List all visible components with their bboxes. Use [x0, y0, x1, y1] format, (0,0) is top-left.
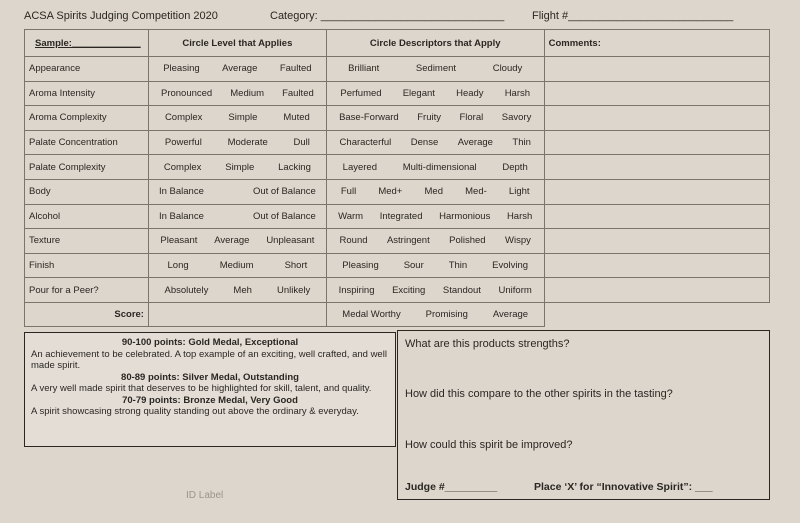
- descriptor-option[interactable]: Dense: [410, 137, 439, 149]
- descriptor-options: [326, 204, 544, 229]
- score-option[interactable]: Average: [492, 308, 529, 320]
- criteria-label: Pour for a Peer?: [25, 278, 149, 303]
- silver-medal-heading: 80-89 points: Silver Medal, Outstanding: [121, 371, 299, 383]
- level-option[interactable]: Faulted: [282, 87, 314, 99]
- criteria-label: Palate Complexity: [25, 155, 149, 180]
- level-option[interactable]: Pronounced: [160, 87, 213, 99]
- score-option[interactable]: Medal Worthy: [342, 308, 401, 320]
- criteria-row: [25, 155, 770, 180]
- criteria-row: [25, 106, 770, 131]
- comments-header: Comments:: [544, 30, 769, 57]
- descriptor-option[interactable]: Thin: [512, 137, 531, 149]
- criteria-label: Palate Concentration: [25, 130, 149, 155]
- descriptor-option[interactable]: Harmonious: [439, 210, 491, 222]
- level-header: Circle Level that Applies: [148, 30, 326, 57]
- comments-cell[interactable]: [544, 278, 769, 303]
- descriptor-header: Circle Descriptors that Apply: [326, 30, 544, 57]
- level-option[interactable]: Absolutely: [164, 284, 209, 296]
- descriptor-option[interactable]: Integrated: [379, 210, 423, 222]
- level-option[interactable]: Moderate: [227, 137, 268, 149]
- bronze-medal-heading: 70-79 points: Bronze Medal, Very Good: [122, 394, 298, 406]
- level-options: [148, 278, 326, 303]
- comments-cell[interactable]: [544, 179, 769, 204]
- descriptor-option[interactable]: Uniform: [498, 284, 532, 296]
- gold-medal-heading: 90-100 points: Gold Medal, Exceptional: [121, 337, 299, 348]
- descriptor-option[interactable]: Brilliant: [348, 63, 380, 75]
- descriptor-option[interactable]: Cloudy: [492, 63, 523, 75]
- descriptor-option[interactable]: Harsh: [504, 87, 531, 99]
- descriptor-option[interactable]: Warm: [338, 210, 364, 222]
- criteria-row: [25, 130, 770, 155]
- level-option[interactable]: Simple: [225, 161, 255, 173]
- question-compare: How did this compare to the other spirits in the tasting?: [405, 388, 673, 400]
- level-options: [148, 81, 326, 106]
- comments-cell[interactable]: [544, 155, 769, 180]
- level-option[interactable]: Short: [284, 260, 308, 272]
- level-options: [148, 179, 326, 204]
- category-field[interactable]: Category: ______________________________: [270, 10, 505, 22]
- judging-grid: [24, 29, 770, 327]
- level-options: [148, 204, 326, 229]
- descriptor-option[interactable]: Med: [424, 186, 443, 198]
- flight-field[interactable]: Flight #___________________________: [532, 10, 734, 22]
- level-option[interactable]: Average: [222, 63, 258, 75]
- descriptor-option[interactable]: Polished: [449, 235, 486, 247]
- descriptor-option[interactable]: Round: [339, 235, 368, 247]
- descriptor-option[interactable]: Sediment: [415, 63, 457, 75]
- id-label: ID Label: [186, 490, 224, 501]
- score-option[interactable]: Promising: [425, 308, 468, 320]
- descriptor-option[interactable]: Elegant: [402, 87, 435, 99]
- level-option[interactable]: Medium: [219, 260, 254, 272]
- descriptor-option[interactable]: Heady: [456, 87, 484, 99]
- score-label: Score:: [25, 302, 149, 326]
- score-comments-cell[interactable]: [544, 302, 769, 326]
- criteria-label: Aroma Complexity: [25, 106, 149, 131]
- level-option[interactable]: Simple: [228, 112, 258, 124]
- descriptor-option[interactable]: Pleasing: [342, 260, 379, 272]
- descriptor-option[interactable]: Light: [508, 186, 530, 198]
- descriptor-option[interactable]: Standout: [442, 284, 481, 296]
- sample-header[interactable]: Sample:_____________: [25, 30, 149, 57]
- judge-number-field[interactable]: Judge #_________: [405, 481, 498, 493]
- descriptor-options: [326, 253, 544, 278]
- innovative-spirit-field[interactable]: Place ‘X’ for “Innovative Spirit”: ___: [534, 481, 713, 493]
- bronze-medal-text: A spirit showcasing strong quality standing out above the ordinary & everyday.: [31, 406, 359, 417]
- criteria-label: Aroma Intensity: [25, 81, 149, 106]
- level-option[interactable]: Meh: [233, 284, 252, 296]
- descriptor-options: [326, 106, 544, 131]
- level-option[interactable]: Unlikely: [276, 284, 311, 296]
- descriptor-option[interactable]: Astringent: [386, 235, 430, 247]
- level-options: [148, 106, 326, 131]
- descriptor-option[interactable]: Full: [340, 186, 357, 198]
- descriptor-options: [326, 81, 544, 106]
- level-option[interactable]: Faulted: [279, 63, 312, 75]
- level-options: [148, 253, 326, 278]
- level-options: [148, 155, 326, 180]
- form-title: ACSA Spirits Judging Competition 2020: [24, 10, 218, 22]
- descriptor-option[interactable]: Average: [457, 137, 493, 149]
- medal-legend: [24, 332, 396, 447]
- descriptor-option[interactable]: Evolving: [492, 260, 529, 272]
- comments-cell[interactable]: [544, 81, 769, 106]
- descriptor-option[interactable]: Floral: [459, 112, 484, 124]
- level-option[interactable]: Muted: [283, 112, 310, 124]
- descriptor-option[interactable]: Base-Forward: [339, 112, 399, 124]
- level-option[interactable]: Medium: [230, 87, 265, 99]
- criteria-label: Alcohol: [25, 204, 149, 229]
- descriptor-option[interactable]: Wispy: [505, 235, 531, 247]
- question-strengths: What are this products strengths?: [405, 338, 570, 350]
- level-option[interactable]: In Balance: [158, 186, 204, 198]
- criteria-row: [25, 179, 770, 204]
- level-option[interactable]: Dull: [293, 137, 310, 149]
- criteria-row: [25, 204, 770, 229]
- criteria-row: [25, 253, 770, 278]
- level-option[interactable]: Powerful: [164, 137, 202, 149]
- score-row: [25, 302, 770, 326]
- questions-box: [397, 330, 770, 500]
- descriptor-options: [326, 155, 544, 180]
- descriptor-option[interactable]: Sour: [403, 260, 424, 272]
- grid-header-row: [25, 30, 770, 57]
- descriptor-options: [326, 57, 544, 82]
- level-option[interactable]: Complex: [163, 161, 202, 173]
- criteria-label: Texture: [25, 229, 149, 254]
- descriptor-option[interactable]: Harsh: [506, 210, 533, 222]
- level-option[interactable]: Lacking: [278, 161, 311, 173]
- comments-cell[interactable]: [544, 130, 769, 155]
- form-header: [24, 10, 784, 28]
- score-descriptors: [326, 302, 544, 326]
- descriptor-option[interactable]: Inspiring: [338, 284, 375, 296]
- descriptor-option[interactable]: Thin: [448, 260, 468, 272]
- descriptor-option[interactable]: Characterful: [339, 137, 392, 149]
- level-option[interactable]: Long: [167, 260, 189, 272]
- level-options: [148, 57, 326, 82]
- level-option[interactable]: Unpleasant: [266, 235, 315, 247]
- level-option[interactable]: Out of Balance: [252, 186, 316, 198]
- criteria-row: [25, 57, 770, 82]
- comments-cell[interactable]: [544, 204, 769, 229]
- level-option[interactable]: Pleasant: [160, 235, 198, 247]
- comments-cell[interactable]: [544, 253, 769, 278]
- silver-medal-text: A very well made spirit that deserves to be highlighted for skill, talent, and quality.: [31, 383, 372, 394]
- gold-medal-text: An achievement to be celebrated. A top example of an exciting, well crafted, and well made spirit.: [31, 348, 387, 371]
- descriptor-option[interactable]: Exciting: [392, 284, 426, 296]
- comments-cell[interactable]: [544, 229, 769, 254]
- descriptor-options: [326, 278, 544, 303]
- criteria-row: [25, 81, 770, 106]
- level-option[interactable]: Pleasing: [163, 63, 200, 75]
- level-option[interactable]: Average: [214, 235, 250, 247]
- criteria-label: Finish: [25, 253, 149, 278]
- descriptor-option[interactable]: Savory: [501, 112, 532, 124]
- level-option[interactable]: Out of Balance: [252, 210, 316, 222]
- descriptor-options: [326, 229, 544, 254]
- descriptor-option[interactable]: Layered: [342, 161, 378, 173]
- descriptor-options: [326, 130, 544, 155]
- level-option[interactable]: Complex: [164, 112, 203, 124]
- level-option[interactable]: In Balance: [158, 210, 204, 222]
- score-input[interactable]: [148, 302, 326, 326]
- descriptor-option[interactable]: Multi-dimensional: [402, 161, 477, 173]
- level-options: [148, 130, 326, 155]
- descriptor-option[interactable]: Med-: [465, 186, 487, 198]
- question-improve: How could this spirit be improved?: [405, 439, 573, 451]
- descriptor-option[interactable]: Perfumed: [340, 87, 382, 99]
- comments-cell[interactable]: [544, 57, 769, 82]
- level-options: [148, 229, 326, 254]
- comments-cell[interactable]: [544, 106, 769, 131]
- descriptor-option[interactable]: Fruity: [417, 112, 441, 124]
- criteria-row: [25, 229, 770, 254]
- criteria-label: Body: [25, 179, 149, 204]
- descriptor-option[interactable]: Med+: [378, 186, 403, 198]
- criteria-label: Appearance: [25, 57, 149, 82]
- criteria-row: [25, 278, 770, 303]
- descriptor-option[interactable]: Depth: [502, 161, 528, 173]
- descriptor-options: [326, 179, 544, 204]
